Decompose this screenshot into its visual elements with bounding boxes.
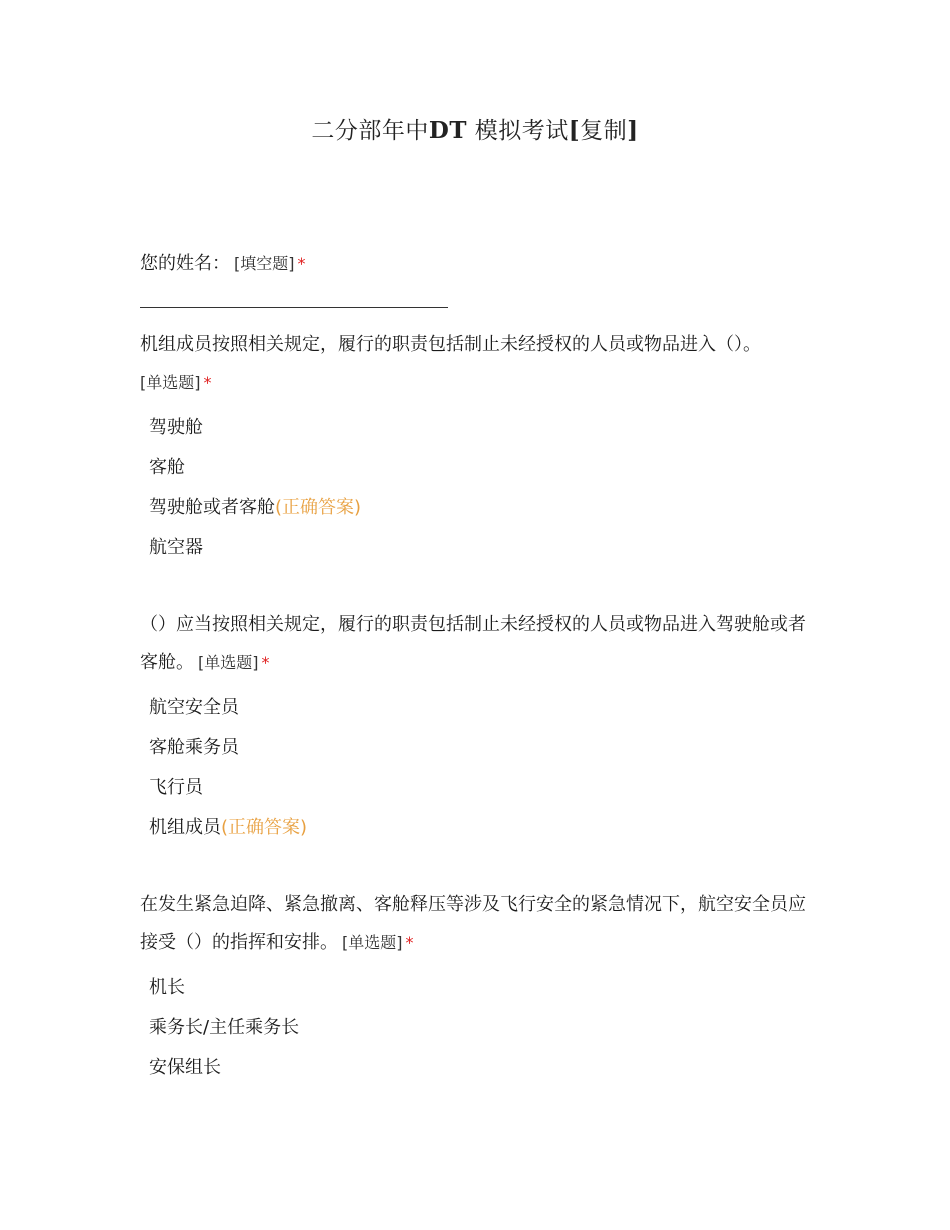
option-label: 航空器 <box>149 537 203 558</box>
required-mark: * <box>297 254 306 273</box>
option-label: 乘务长/主任乘务长 <box>149 1017 300 1038</box>
question-1-text: 您的姓名： <box>140 253 230 274</box>
title-part3: 复制 <box>580 118 628 144</box>
question-3-options <box>149 688 307 848</box>
option-label: 驾驶舱或者客舱 <box>149 497 275 518</box>
question-2-text: 机组成员按照相关规定，履行的职责包括制止未经授权的人员或物品进入（）。 <box>140 334 761 355</box>
option-item[interactable] <box>149 488 361 528</box>
option-item[interactable] <box>149 688 307 728</box>
correct-answer-tag: (正确答案) <box>221 817 308 838</box>
option-label: 驾驶舱 <box>149 417 203 438</box>
title-bold3: ] <box>627 117 639 144</box>
question-3-type: [单选题] <box>198 653 259 672</box>
title-part1: 二分部年中 <box>311 118 429 144</box>
question-2-type: [单选题] <box>140 373 201 392</box>
title-part2: 模拟考试 <box>474 118 569 144</box>
option-label: 安保组长 <box>149 1057 221 1078</box>
question-4-type: [单选题] <box>342 933 403 952</box>
option-item[interactable] <box>149 728 307 768</box>
question-4-text: 在发生紧急迫降、紧急撤离、客舱释压等涉及飞行安全的紧急情况下，航空安全员应接受（）的指挥和安排。 <box>140 894 806 953</box>
question-2-options <box>149 408 361 568</box>
name-blank-line[interactable] <box>140 307 448 308</box>
question-1 <box>140 245 820 283</box>
option-item[interactable] <box>149 808 307 848</box>
option-item[interactable] <box>149 968 299 1008</box>
question-4-options <box>149 968 299 1088</box>
required-mark: * <box>203 373 212 392</box>
option-item[interactable] <box>149 448 361 488</box>
option-item[interactable] <box>149 528 361 568</box>
question-4 <box>140 886 820 962</box>
question-2 <box>140 326 820 402</box>
question-3 <box>140 606 820 682</box>
title-bold: DT <box>428 117 467 144</box>
correct-answer-tag: (正确答案) <box>275 497 362 518</box>
required-mark: * <box>405 933 414 952</box>
title-bold2: [ <box>568 117 581 144</box>
option-label: 机长 <box>149 977 185 998</box>
option-label: 飞行员 <box>149 777 203 798</box>
page-title <box>0 112 950 145</box>
option-label: 航空安全员 <box>149 697 239 718</box>
option-item[interactable] <box>149 1008 299 1048</box>
option-item[interactable] <box>149 1048 299 1088</box>
option-item[interactable] <box>149 408 361 448</box>
option-label: 机组成员 <box>149 817 221 838</box>
option-label: 客舱 <box>149 457 185 478</box>
question-3-text: （）应当按照相关规定，履行的职责包括制止未经授权的人员或物品进入驾驶舱或者客舱。 <box>140 614 806 673</box>
question-1-type: [填空题] <box>234 254 295 273</box>
option-label: 客舱乘务员 <box>149 737 239 758</box>
option-item[interactable] <box>149 768 307 808</box>
required-mark: * <box>261 653 270 672</box>
